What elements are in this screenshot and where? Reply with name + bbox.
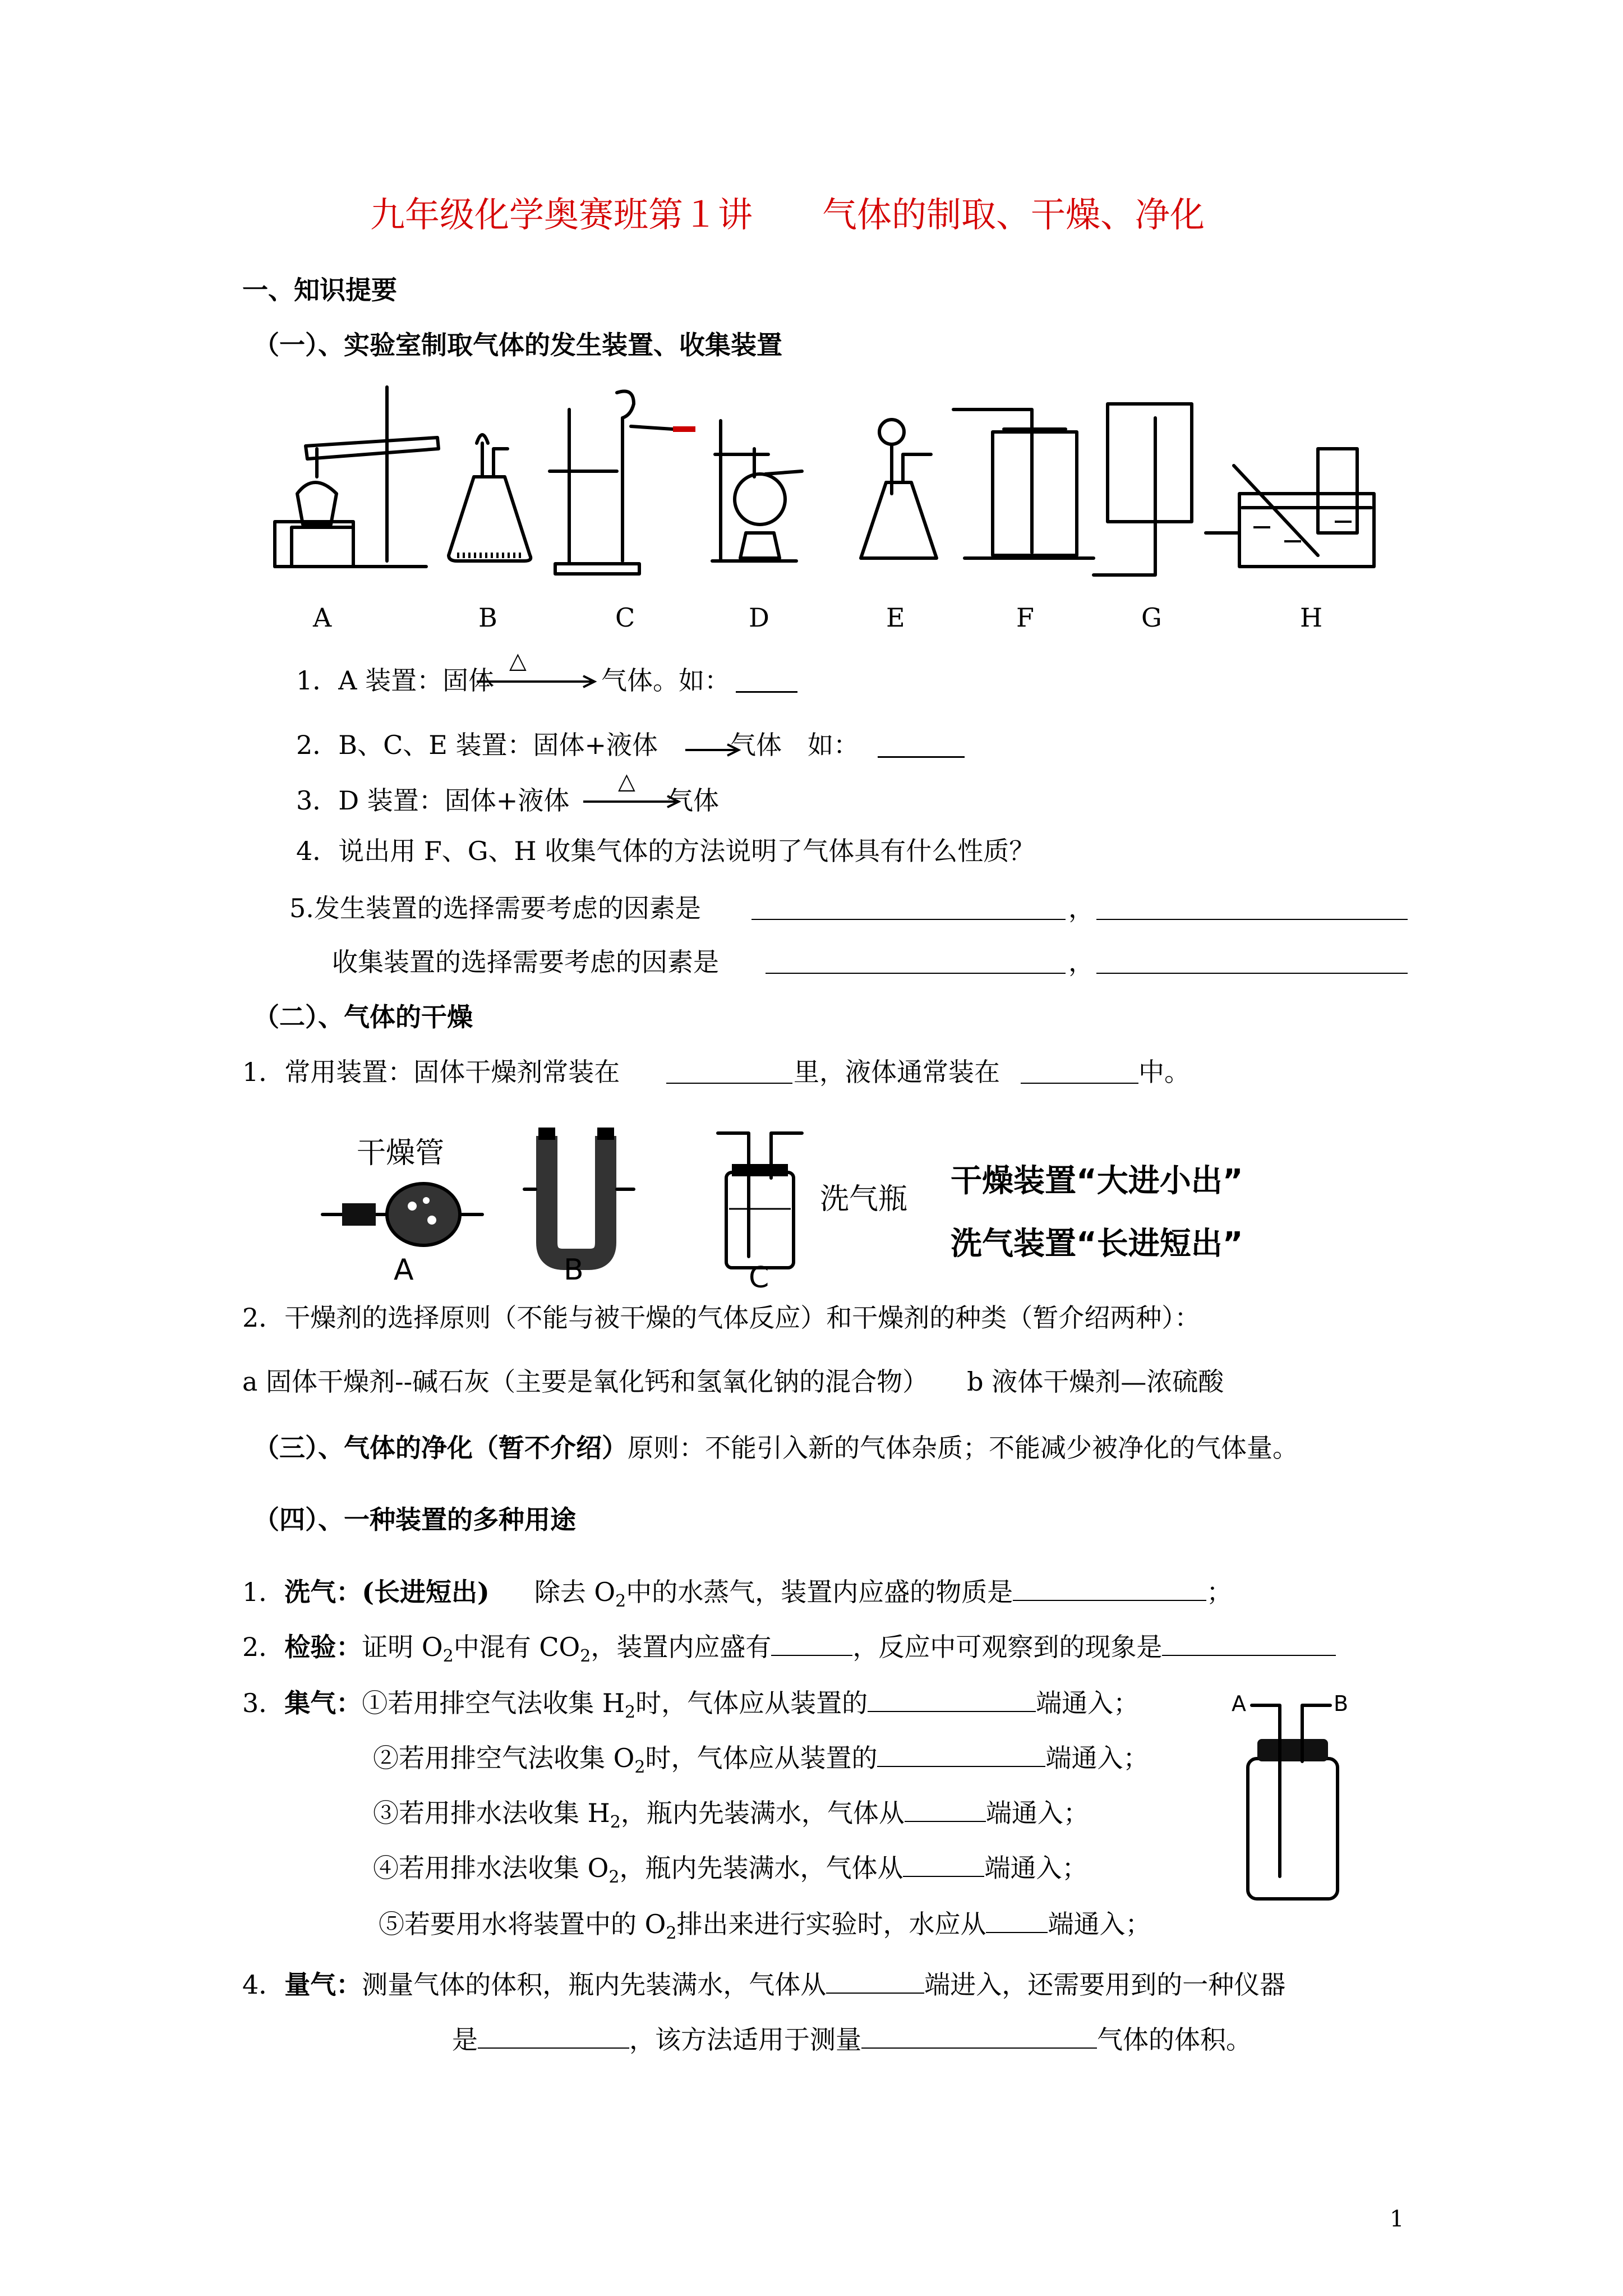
part2-q1-b: 里，液体通常装在 (794, 1057, 1000, 1087)
part2-q1-c: 中。 (1138, 1057, 1190, 1087)
washing-rule: 洗气装置“长进短出” (951, 1226, 1243, 1262)
apparatus-label-f: F (1016, 602, 1034, 633)
bottle-label-a: A (1232, 1691, 1246, 1716)
page-number: 1 (1390, 2206, 1404, 2232)
part4-q4-line1: 4．量气：测量气体的体积，瓶内先装满水，气体从 端进入，还需要用到的一种仪器 (242, 1970, 1286, 2000)
part2-q2: 2．干燥剂的选择原则（不能与被干燥的气体反应）和干燥剂的种类（暂介绍两种）： (242, 1303, 1201, 1333)
part1-q4: 4．说出用 F、G、H 收集气体的方法说明了气体具有什么性质？ (296, 836, 1035, 866)
part1-q2-prefix: 2．B、C、E 装置：固体+液体 (296, 730, 658, 760)
device-label-b: B (564, 1253, 584, 1287)
part2-q1-a: 1．常用装置：固体干燥剂常装在 (242, 1057, 620, 1087)
comma: ， (1068, 893, 1094, 923)
apparatus-label-c: C (615, 602, 635, 633)
part1-q1-prefix: 1．A 装置：固体 (296, 665, 495, 696)
part4-q3-i5: ⑤若要用水将装置中的 $O_2$排出来进行实验时，水应从 端通入； (379, 1909, 1151, 1943)
bottle-label-b: B (1334, 1691, 1349, 1716)
apparatus-label-g: G (1141, 602, 1162, 633)
comma: ， (1068, 947, 1094, 977)
apparatus-label-h: H (1300, 602, 1323, 633)
answer-blank[interactable] (861, 2025, 1097, 2049)
part4-q4-line2: 是 ，该方法适用于测量 气体的体积。 (452, 2024, 1252, 2055)
apparatus-label-d: D (749, 602, 769, 633)
apparatus-label-e: E (886, 602, 905, 633)
part4-heading: （四）、一种装置的多种用途 (253, 1504, 576, 1535)
part1-q1-mid: 气体。如： (601, 665, 730, 696)
part4-q3-i3: ③若用排水法收集 $H_2$，瓶内先装满水，气体从 端通入； (373, 1798, 1089, 1832)
section-heading-knowledge: 一、知识提要 (242, 275, 397, 305)
part4-q2: 2．检验：证明 $O_2$中混有 $CO_2$，装置内应盛有 ，反应中可观察到的现象是 (242, 1632, 1336, 1665)
part4-q3-i4: ④若用排水法收集 $O_2$，瓶内先装满水，气体从 端通入； (373, 1853, 1088, 1887)
part3-text: 原则：不能引入新的气体杂质；不能减少被净化的气体量。 (628, 1433, 1298, 1463)
part2-heading: （二）、气体的干燥 (253, 1002, 473, 1032)
drying-tube-label: 干燥管 (357, 1137, 445, 1170)
apparatus-label-b: B (478, 602, 497, 633)
heat-symbol: △ (509, 648, 527, 674)
page-title: 九年级化学奥赛班第１讲 气体的制取、干燥、净化 (370, 194, 1205, 235)
heat-symbol: △ (618, 769, 635, 794)
part1-q3-prefix: 3．D 装置：固体+液体 (296, 785, 570, 816)
part3-heading: （三）、气体的净化（暂不介绍） (253, 1433, 628, 1463)
answer-blank[interactable] (478, 2025, 629, 2049)
part1-heading: （一）、实验室制取气体的发生装置、收集装置 (253, 330, 782, 360)
answer-blank[interactable] (826, 1970, 924, 1994)
wash-bottle-label: 洗气瓶 (820, 1182, 908, 1216)
drying-rule: 干燥装置“大进小出” (951, 1163, 1243, 1199)
part1-q5b: 收集装置的选择需要考虑的因素是 (332, 947, 719, 977)
part1-q3-mid: 气体 (667, 785, 719, 816)
part4-q3-i1: 3．集气：①若用排空气法收集 $H_2$时，气体应从装置的 端通入； (242, 1688, 1140, 1722)
part1-q2-mid: 气体 如： (730, 730, 859, 760)
apparatus-label-a: A (313, 602, 332, 633)
device-label-c: C (749, 1261, 769, 1295)
part1-q5a: 5.发生装置的选择需要考虑的因素是 (289, 893, 701, 923)
part4-q1: 1．洗气：(长进短出) 除去 $O_2$中的水蒸气，装置内应盛的物质是 ； (242, 1577, 1233, 1611)
part2-q2-items: a 固体干燥剂--碱石灰（主要是氧化钙和氢氧化钠的混合物） b 液体干燥剂—浓硫酸 (242, 1366, 1224, 1397)
part4-q3-i2: ②若用排空气法收集 $O_2$时，气体应从装置的 端通入； (373, 1743, 1149, 1777)
device-label-a: A (394, 1253, 414, 1287)
